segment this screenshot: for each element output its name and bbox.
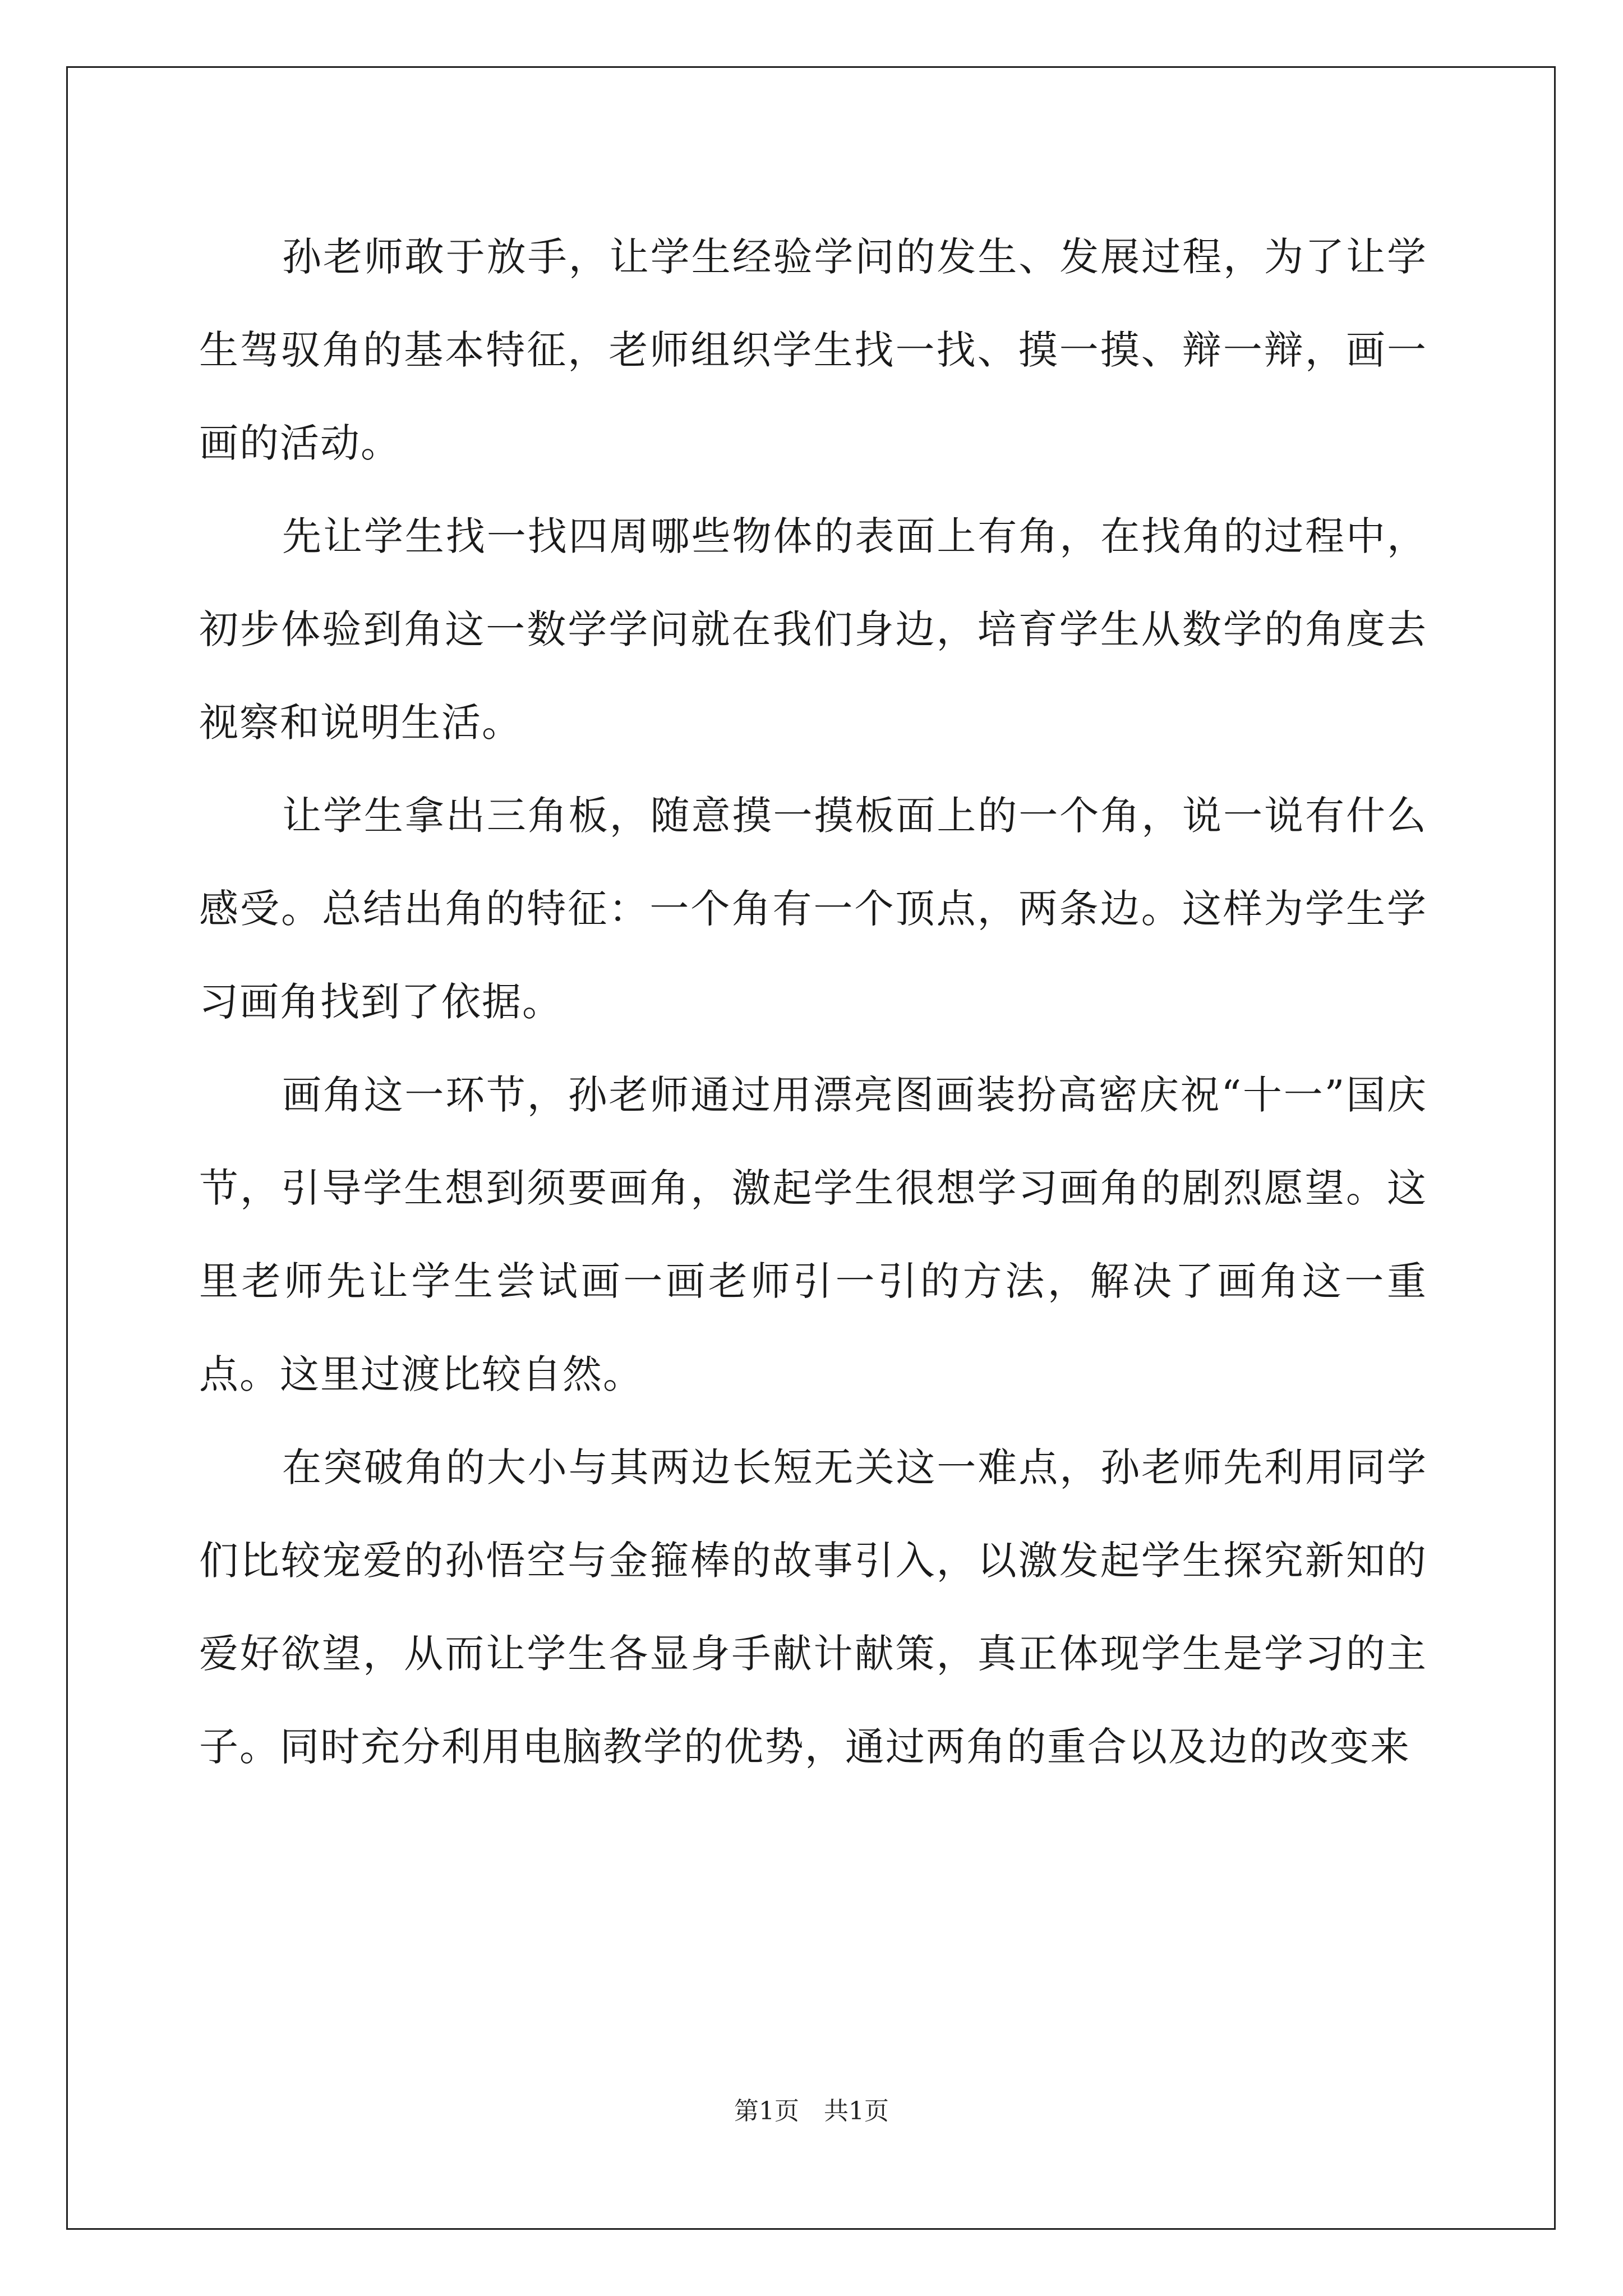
paragraph-2: 先让学生找一找四周哪些物体的表面上有角，在找角的过程中，初步体验到角这一数学学问就在我们身边，培育学生从数学的角度去视察和说明生活。 [199, 513, 1427, 746]
page-number-footer: 第1页 共1页 [734, 2097, 889, 2125]
paragraph-1: 孙老师敢于放手，让学生经验学问的发生、发展过程，为了让学生驾驭角的基本特征，老师组织学生找一找、摸一摸、辩一辩，画一画的活动。 [199, 234, 1427, 466]
paragraph-4: 画角这一环节，孙老师通过用漂亮图画装扮高密庆祝“十一”国庆节，引导学生想到须要画角，激起学生很想学习画角的剧烈愿望。这里老师先让学生尝试画一画老师引一引的方法，解决了画角这一重点。这里过渡比较自然。 [199, 1072, 1427, 1397]
paragraph-5: 在突破角的大小与其两边长短无关这一难点，孙老师先利用同学们比较宠爱的孙悟空与金箍棒的故事引入，以激发起学生探究新知的爱好欲望，从而让学生各显身手献计献策，真正体现学生是学习的主子。同时充分利用电脑教学的优势，通过两角的重合以及边的改变来 [199, 1444, 1427, 1770]
paragraph-3: 让学生拿出三角板，随意摸一摸板面上的一个角，说一说有什么感受。总结出角的特征：一个角有一个顶点，两条边。这样为学生学习画角找到了依据。 [199, 793, 1427, 1025]
document-body [199, 210, 1427, 1793]
